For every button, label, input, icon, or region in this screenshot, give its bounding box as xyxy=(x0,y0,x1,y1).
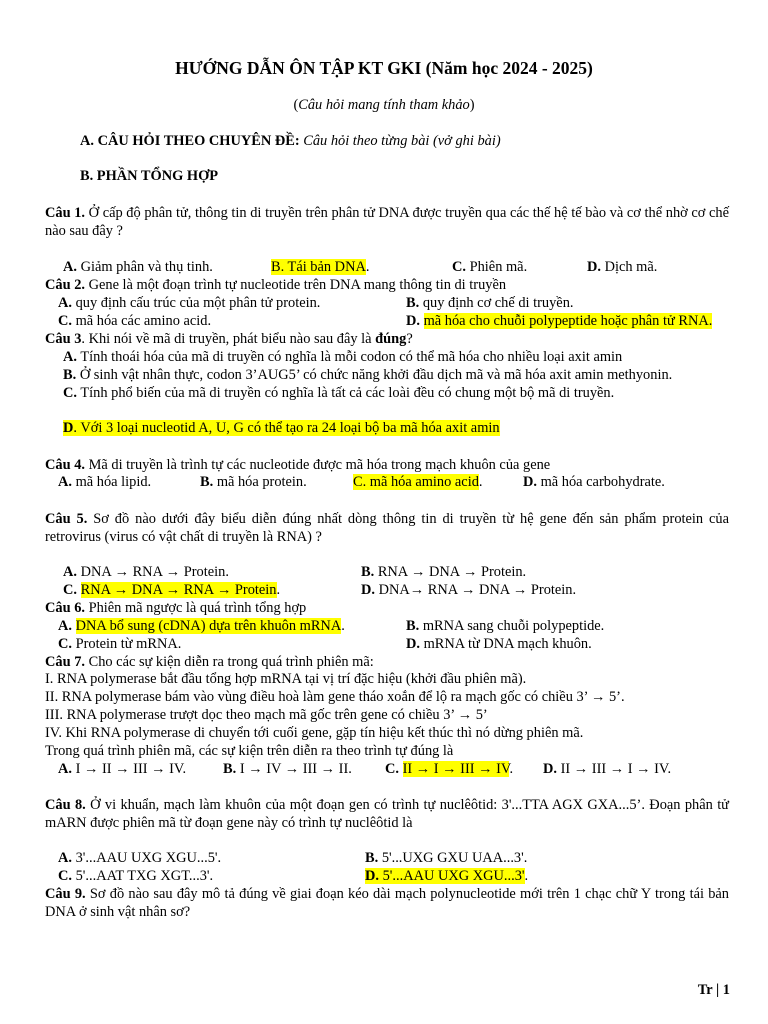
q3-option-c: C. Tính phổ biến của mã di truyền có nghĩa là tất cả các loài đều có chung một bộ mã di truyền. xyxy=(63,385,615,401)
question-text: Ở cấp độ phân tử, thông tin di truyền trên phân tử DNA được truyền qua các thế hệ tế bào và cơ thể nhờ cơ chế nào sau đây ? xyxy=(45,205,729,239)
highlighted-answer: B. Tái bản DNA xyxy=(271,259,366,275)
question-8: Câu 8. Ở vi khuẩn, mạch làm khuôn của một đoạn gen có trình tự nuclêôtid: 3'...TTA AGX GXA...5’. Đoạn phân tử mARN được phiên mã từ đoạn gene này có trình tự nuclêôtid là xyxy=(45,797,729,831)
section-b-label: B. PHẦN TỔNG HỢP xyxy=(80,168,219,184)
q7-option-a: A. I → II → III → IV. xyxy=(58,761,187,777)
question-2: Câu 2. Gene là một đoạn trình tự nucleotide trên DNA mang thông tin di truyền xyxy=(45,277,507,293)
q4-option-a: A. mã hóa lipid. xyxy=(58,474,152,490)
highlighted-answer: DNA bổ sung (cDNA) dựa trên khuôn mRNA xyxy=(75,618,342,634)
highlighted-answer: II → I → III → IV xyxy=(402,761,510,777)
highlighted-answer: RNA → DNA → RNA → Protein xyxy=(80,582,277,598)
q7-order: Trong quá trình phiên mã, các sự kiện trên diễn ra theo trình tự đúng là xyxy=(45,743,454,759)
q2-option-c: C. mã hóa các amino acid. xyxy=(58,313,212,329)
section-b xyxy=(80,167,218,185)
q1-option-a: A. Giảm phân và thụ tinh. xyxy=(63,259,213,275)
q2-option-a: A. quy định cấu trúc của một phân tử protein. xyxy=(58,295,321,311)
q8-option-a: A. 3'...AAU UXG XGU...5'. xyxy=(58,850,222,866)
q6-option-b: B. mRNA sang chuỗi polypeptide. xyxy=(406,618,605,634)
q8-option-c: C. 5'...AAT TXG XGT...3'. xyxy=(58,868,214,884)
highlighted-answer: C. mã hóa amino acid xyxy=(353,474,479,490)
q4-option-d: D. mã hóa carbohydrate. xyxy=(523,474,665,490)
q7-option-b: B. I → IV → III → II. xyxy=(223,761,352,777)
page-title: HƯỚNG DẪN ÔN TẬP KT GKI (Năm học 2024 - 2025) xyxy=(175,58,593,78)
question-7: Câu 7. Cho các sự kiện diễn ra trong quá trình phiên mã: xyxy=(45,654,374,670)
q5-option-c: C. RNA → DNA → RNA → Protein. xyxy=(63,582,281,598)
q6-option-a: A. DNA bổ sung (cDNA) dựa trên khuôn mRNA. xyxy=(58,618,345,634)
q1-option-c: C. Phiên mã. xyxy=(452,259,528,275)
q7-event-3: III. RNA polymerase trượt dọc theo mạch mã gốc trên gene có chiều 3’ → 5’ xyxy=(45,707,488,723)
q5-option-d: D. DNA→ RNA → DNA → Protein. xyxy=(361,582,577,598)
q7-event-2: II. RNA polymerase bám vào vùng điều hoà làm gene tháo xoắn để lộ ra mạch gốc có chiều 3’ → 5’. xyxy=(45,689,625,705)
highlighted-answer: D. Với 3 loại nucleotid A, U, G có thể tạo ra 24 loại bộ ba mã hóa axit amin xyxy=(63,420,500,436)
subtitle-text: Câu hỏi mang tính tham khảo xyxy=(298,97,470,113)
q4-option-b: B. mã hóa protein. xyxy=(200,474,307,490)
q5-option-a: A. DNA → RNA → Protein. xyxy=(63,564,229,580)
q7-option-c: C. II → I → III → IV. xyxy=(385,761,514,777)
question-number: Câu 1. xyxy=(45,205,86,221)
q1-option-b: B. Tái bản DNA. xyxy=(271,259,370,275)
q7-event-4: IV. Khi RNA polymerase di chuyển tới cuối gene, gặp tín hiệu kết thúc thì nó dừng phiên mã. xyxy=(45,725,584,741)
q8-option-b: B. 5'...UXG GXU UAA...3'. xyxy=(365,850,528,866)
q4-option-c: C. mã hóa amino acid. xyxy=(353,474,483,490)
q2-option-d: D. mã hóa cho chuỗi polypeptide hoặc phân tử RNA. xyxy=(406,313,713,329)
question-1 xyxy=(45,204,729,240)
q7-event-1: I. RNA polymerase bắt đầu tổng hợp mRNA tại vị trí đặc hiệu (khởi đầu phiên mã). xyxy=(45,671,527,687)
question-9: Câu 9. Sơ đồ nào sau đây mô tả đúng về giai đoạn kéo dài mạch polynucleotide mới trên 1 chạc chữ Y trong tái bản DNA ở sinh vật nhân sơ? xyxy=(45,886,729,920)
q7-option-d: D. II → III → I → IV. xyxy=(543,761,672,777)
q2-option-b: B. quy định cơ chế di truyền. xyxy=(406,295,574,311)
question-3: Câu 3. Khi nói về mã di truyền, phát biểu nào sau đây là đúng? xyxy=(45,331,413,347)
q6-option-c: C. Protein từ mRNA. xyxy=(58,636,182,652)
page-number: Tr | 1 xyxy=(697,982,730,998)
q6-option-d: D. mRNA từ DNA mạch khuôn. xyxy=(406,636,592,652)
section-a-label: A. CÂU HỎI THEO CHUYÊN ĐỀ: xyxy=(80,133,300,149)
q3-option-b: B. Ở sinh vật nhân thực, codon 3’AUG5’ có chức năng khởi đầu dịch mã và mã hóa axit amin methyonin. xyxy=(63,367,673,383)
question-5: Câu 5. Sơ đồ nào dưới đây biểu diễn đúng nhất dòng thông tin di truyền từ hệ gene đến sản phẩm protein của retrovirus (virus có vật chất di truyền là RNA) ? xyxy=(45,511,729,545)
section-a xyxy=(80,132,501,150)
q8-option-d: D. 5'...AAU UXG XGU...3'. xyxy=(365,868,529,884)
q3-option-a: A. Tính thoái hóa của mã di truyền có nghĩa là mỗi codon có thể mã hóa cho nhiều loại axit amin xyxy=(63,349,623,365)
section-a-note: Câu hỏi theo từng bài (vở ghi bài) xyxy=(303,133,501,149)
q1-option-d: D. Dịch mã. xyxy=(587,259,658,275)
highlighted-answer: D. 5'...AAU UXG XGU...3' xyxy=(365,868,525,884)
question-4: Câu 4. Mã di truyền là trình tự các nucleotide được mã hóa trong mạch khuôn của gene xyxy=(45,457,551,473)
q3-option-d xyxy=(63,419,500,437)
q5-option-b: B. RNA → DNA → Protein. xyxy=(361,564,527,580)
subtitle: (Câu hỏi mang tính tham khảo) xyxy=(293,97,475,113)
highlighted-answer: mã hóa cho chuỗi polypeptide hoặc phân tử RNA. xyxy=(423,313,713,329)
question-6: Câu 6. Phiên mã ngược là quá trình tổng hợp xyxy=(45,600,307,616)
